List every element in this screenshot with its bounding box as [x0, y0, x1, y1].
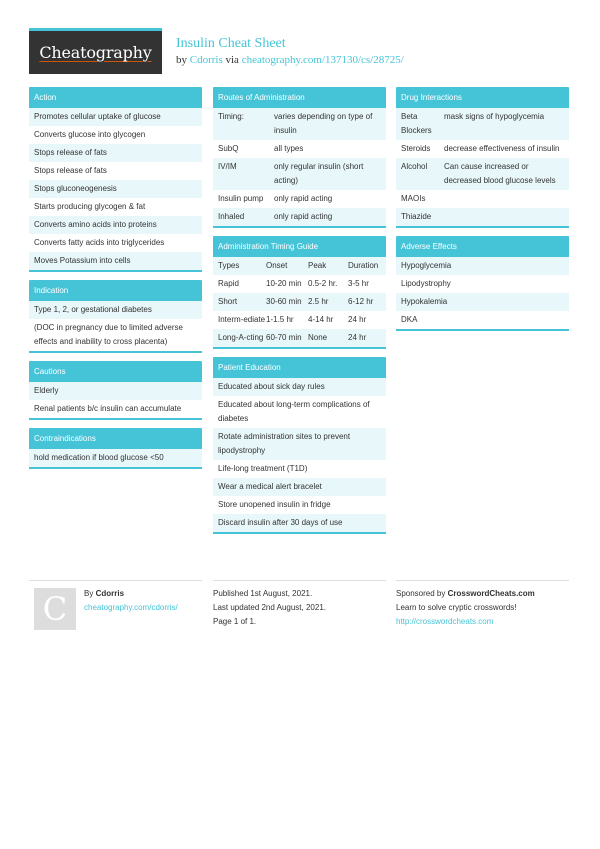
table-row — [396, 208, 569, 226]
route-desc: only rapid acting — [274, 194, 333, 203]
sponsored-prefix: Sponsored by — [396, 589, 446, 598]
table-cell: Rapid — [218, 279, 239, 288]
author-link[interactable]: Cdorris — [189, 54, 223, 66]
drug-effect — [444, 210, 564, 224]
logo-text: Cheatography — [39, 43, 152, 62]
drug-effect: decrease effectiveness of insulin — [444, 144, 560, 153]
page-number: Page 1 of 1. — [213, 617, 257, 626]
list-item: Wear a medical alert bracelet — [213, 478, 386, 496]
cheatography-logo[interactable] — [29, 28, 162, 74]
section-contraindications — [29, 428, 202, 469]
route-name: IV/IM — [218, 162, 237, 171]
table-row — [213, 108, 386, 140]
drug-name: Thiazide — [401, 212, 432, 221]
drug-name: Beta Blockers — [401, 112, 432, 135]
section-header: Cautions — [29, 361, 202, 382]
table-cell: Interm-ediate — [218, 315, 266, 324]
list-item: (DOC in pregnancy due to limited adverse effects and inability to cross placenta) — [29, 319, 202, 351]
section-routes — [213, 87, 386, 228]
list-item: Stops release of fats — [29, 144, 202, 162]
list-item: Renal patients b/c insulin can accumulate — [29, 400, 202, 418]
table-cell: 2.5 hr — [308, 297, 329, 306]
section-patient-education — [213, 357, 386, 534]
route-name: Timing: — [218, 112, 244, 121]
table-row — [213, 158, 386, 190]
table-cell: 3-5 hr — [348, 279, 369, 288]
sponsor-name: CrosswordCheats.com — [447, 589, 535, 598]
column-header: Types — [218, 261, 240, 270]
column-2 — [213, 87, 386, 542]
list-item: hold medication if blood glucose <50 — [29, 449, 202, 467]
table-row — [213, 293, 386, 311]
avatar[interactable]: C — [34, 588, 76, 630]
list-item: Educated about long-term complications of diabetes — [213, 396, 386, 428]
author-profile-link[interactable]: cheatography.com/cdorris/ — [84, 603, 178, 612]
drug-name: Steroids — [401, 144, 431, 153]
table-row — [396, 108, 569, 140]
list-item: Lipodystrophy — [396, 275, 569, 293]
route-name: SubQ — [218, 144, 239, 153]
section-header: Contraindications — [29, 428, 202, 449]
list-item: Converts amino acids into proteins — [29, 216, 202, 234]
footer-publish-info — [213, 580, 386, 629]
page-title: Insulin Cheat Sheet — [176, 36, 286, 51]
list-item: Hypoglycemia — [396, 257, 569, 275]
section-header: Adverse Effects — [396, 236, 569, 257]
table-row — [396, 140, 569, 158]
section-header: Patient Education — [213, 357, 386, 378]
footer-sponsor — [396, 580, 569, 629]
sponsor-link[interactable]: http://crosswordcheats.com — [396, 617, 494, 626]
list-item: Promotes cellular uptake of glucose — [29, 108, 202, 126]
route-desc: only rapid acting — [274, 212, 333, 221]
table-row — [396, 190, 569, 208]
drug-effect — [444, 192, 564, 206]
section-timing-guide — [213, 236, 386, 349]
section-header: Routes of Administration — [213, 87, 386, 108]
route-name: Insulin pump — [218, 194, 264, 203]
section-header: Action — [29, 87, 202, 108]
published-date: Published 1st August, 2021. — [213, 589, 313, 598]
section-header: Indication — [29, 280, 202, 301]
list-item: Moves Potassium into cells — [29, 252, 202, 270]
route-desc: all types — [274, 144, 304, 153]
sheet-url-link[interactable]: cheatography.com/137130/cs/28725/ — [241, 54, 404, 66]
list-item: Converts glucose into glycogen — [29, 126, 202, 144]
list-item: Stops release of fats — [29, 162, 202, 180]
drug-effect: mask signs of hypoglycemia — [444, 112, 545, 121]
section-header: Administration Timing Guide — [213, 236, 386, 257]
table-cell: Long-A-cting — [218, 333, 264, 342]
updated-date: Last updated 2nd August, 2021. — [213, 603, 326, 612]
sponsor-tagline: Learn to solve cryptic crosswords! — [396, 603, 517, 612]
column-header: Duration — [348, 261, 379, 270]
list-item: Discard insulin after 30 days of use — [213, 514, 386, 532]
table-cell: 0.5-2 hr. — [308, 279, 338, 288]
table-row — [213, 311, 386, 329]
table-cell: 30-60 min — [266, 297, 302, 306]
section-header: Drug Interactions — [396, 87, 569, 108]
section-drug-interactions — [396, 87, 569, 228]
column-header: Peak — [308, 261, 327, 270]
list-item: Educated about sick day rules — [213, 378, 386, 396]
drug-effect: Can cause increased or decreased blood glucose levels — [444, 162, 556, 185]
table-cell: 1-1.5 hr — [266, 315, 294, 324]
section-action — [29, 87, 202, 272]
table-cell: 4-14 hr — [308, 315, 334, 324]
section-indication — [29, 280, 202, 353]
section-cautions — [29, 361, 202, 420]
author-name: Cdorris — [95, 589, 125, 598]
route-desc: varies depending on type of insulin — [274, 112, 373, 135]
by-label: By — [84, 589, 94, 598]
list-item: Rotate administration sites to prevent lipodystrophy — [213, 428, 386, 460]
table-cell: 10-20 min — [266, 279, 302, 288]
table-cell: 6-12 hr — [348, 297, 374, 306]
list-item: Starts producing glycogen & fat — [29, 198, 202, 216]
table-cell: Short — [218, 297, 238, 306]
byline — [176, 53, 404, 67]
route-desc: only regular insulin (short acting) — [274, 162, 364, 185]
title-block — [176, 36, 404, 67]
section-adverse-effects — [396, 236, 569, 331]
table-cell: 24 hr — [348, 333, 367, 342]
list-item: Converts fatty acids into triglycerides — [29, 234, 202, 252]
list-item: Life-long treatment (T1D) — [213, 460, 386, 478]
by-prefix: by — [176, 54, 187, 66]
table-row — [213, 140, 386, 158]
column-3 — [396, 87, 569, 339]
list-item: Store unopened insulin in fridge — [213, 496, 386, 514]
drug-name: Alcohol — [401, 162, 428, 171]
table-row — [213, 208, 386, 226]
column-header: Onset — [266, 261, 288, 270]
list-item: Type 1, 2, or gestational diabetes — [29, 301, 202, 319]
list-item: DKA — [396, 311, 569, 329]
list-item: Stops gluconeogenesis — [29, 180, 202, 198]
table-cell: 60-70 min — [266, 333, 302, 342]
table-row — [396, 158, 569, 190]
table-cell: None — [308, 333, 328, 342]
column-1 — [29, 87, 202, 477]
list-item: Elderly — [29, 382, 202, 400]
drug-name: MAOIs — [401, 194, 426, 203]
table-header-row — [213, 257, 386, 275]
table-cell: 24 hr — [348, 315, 367, 324]
table-row — [213, 275, 386, 293]
via-text: via — [225, 54, 239, 66]
footer-author — [29, 580, 202, 628]
route-name: Inhaled — [218, 212, 245, 221]
table-row — [213, 190, 386, 208]
list-item: Hypokalemia — [396, 293, 569, 311]
table-row — [213, 329, 386, 347]
